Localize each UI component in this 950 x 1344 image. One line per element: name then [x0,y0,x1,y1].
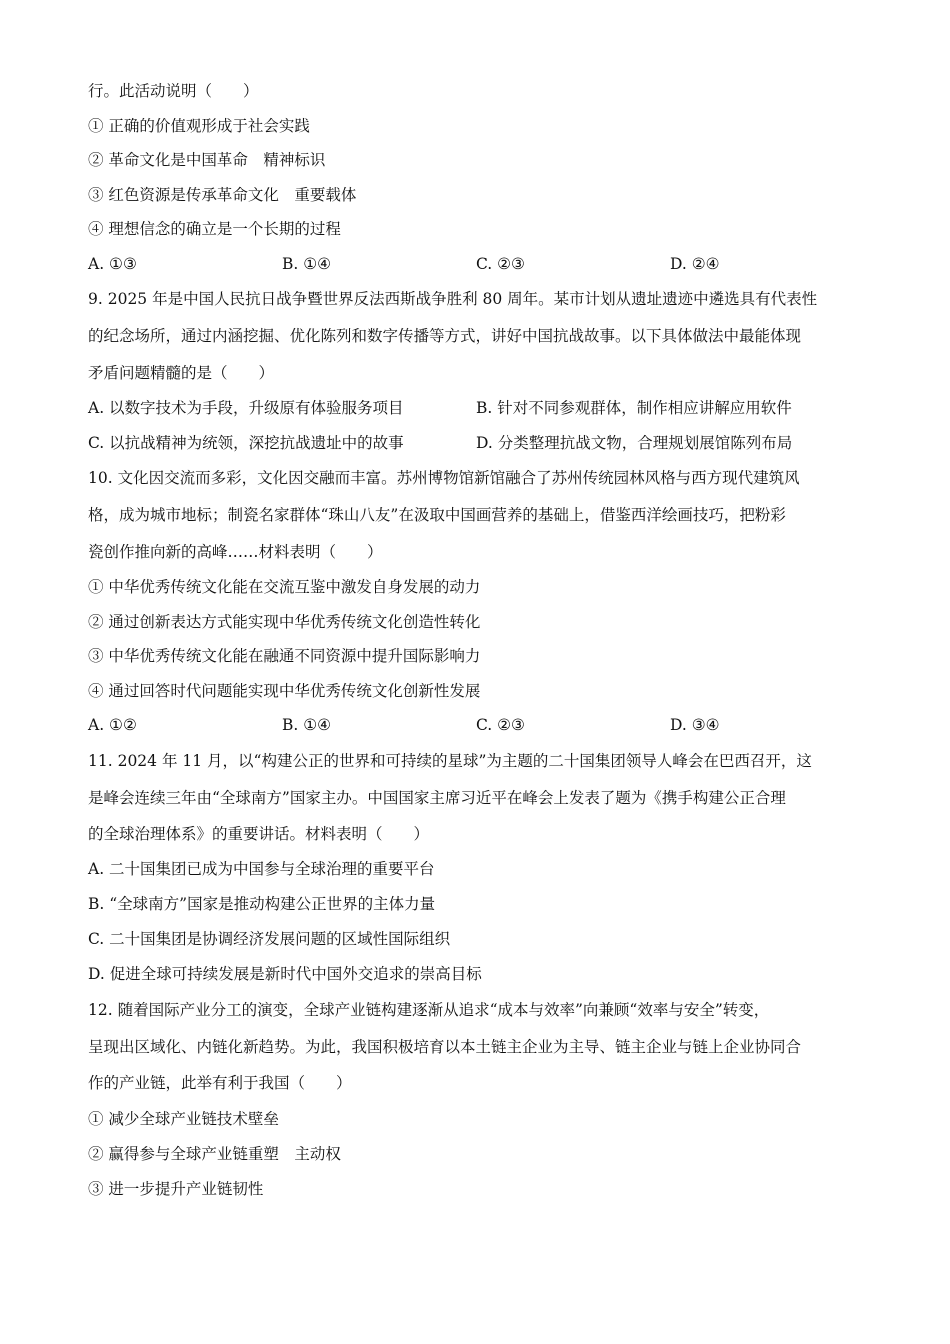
q11-option-d: D. 促进全球可持续发展是新时代中国外交追求的崇高目标 [88,965,482,983]
q11-stem-line-3: 的全球治理体系》的重要讲话。材料表明（ ） [88,825,430,843]
q8-option-d: D. ②④ [670,255,720,273]
q9-option-b: B. 针对不同参观群体，制作相应讲解应用软件 [476,399,792,417]
q10-statement-1: ① 中华优秀传统文化能在交流互鉴中激发自身发展的动力 [88,578,481,596]
q11-stem-line-1: 11. 2024 年 11 月，以“构建公正的世界和可持续的星球”为主题的二十国集团领导人峰会在巴西召开，这 [88,752,812,770]
q9-option-d: D. 分类整理抗战文物，合理规划展馆陈列布局 [476,434,793,452]
q8-statement-2: ② 革命文化是中国革命 精神标识 [88,151,326,169]
q12-statement-3: ③ 进一步提升产业链韧性 [88,1180,264,1198]
q12-statement-1: ① 减少全球产业链技术壁垒 [88,1110,279,1128]
q10-statement-3: ③ 中华优秀传统文化能在融通不同资源中提升国际影响力 [88,647,481,665]
q10-option-d: D. ③④ [670,716,720,734]
q11-option-c: C. 二十国集团是协调经济发展问题的区域性国际组织 [88,930,451,948]
q9-stem-line-1: 9. 2025 年是中国人民抗日战争暨世界反法西斯战争胜利 80 周年。某市计划从遗址遗迹中遴选具有代表性 [88,290,818,308]
q8-option-a: A. ①③ [88,255,137,273]
q8-option-b: B. ①④ [282,255,332,273]
q9-option-c: C. 以抗战精神为统领，深挖抗战遗址中的故事 [88,434,404,452]
q10-statement-4: ④ 通过回答时代问题能实现中华优秀传统文化创新性发展 [88,682,481,700]
q10-option-b: B. ①④ [282,716,332,734]
q12-stem-line-1: 12. 随着国际产业分工的演变，全球产业链构建逐渐从追求“成本与效率”向兼顾“效率与安全”转变， [88,1001,770,1019]
q10-stem-line-1: 10. 文化因交流而多彩，文化因交融而丰富。苏州博物馆新馆融合了苏州传统园林风格与西方现代建筑风 [88,469,800,487]
q10-option-c: C. ②③ [476,716,525,734]
q8-statement-1: ① 正确的价值观形成于社会实践 [88,117,310,135]
q9-stem-line-2: 的纪念场所，通过内涵挖掘、优化陈列和数字传播等方式，讲好中国抗战故事。以下具体做法中最能体现 [88,327,802,345]
q12-stem-line-2: 呈现出区域化、内链化新趋势。为此，我国积极培育以本土链主企业为主导、链主企业与链上企业协同合 [88,1038,802,1056]
q9-stem-line-3: 矛盾问题精髓的是（ ） [88,364,275,382]
q10-option-a: A. ①② [88,716,137,734]
q10-stem-line-3: 瓷创作推向新的高峰……材料表明（ ） [88,543,383,561]
q8-statement-4: ④ 理想信念的确立是一个长期的过程 [88,220,341,238]
q8-statement-3: ③ 红色资源是传承革命文化 重要载体 [88,186,357,204]
q12-statement-2: ② 赢得参与全球产业链重塑 主动权 [88,1145,341,1163]
q12-stem-line-3: 作的产业链，此举有利于我国（ ） [88,1074,352,1092]
q11-option-b: B. “全球南方”国家是推动构建公正世界的主体力量 [88,895,436,913]
q11-option-a: A. 二十国集团已成为中国参与全球治理的重要平台 [88,860,435,878]
q8-option-c: C. ②③ [476,255,525,273]
q10-stem-line-2: 格，成为城市地标；制瓷名家群体“珠山八友”在汲取中国画营养的基础上，借鉴西洋绘画技巧，把粉彩 [88,506,786,524]
q11-stem-line-2: 是峰会连续三年由“全球南方”国家主办。中国国家主席习近平在峰会上发表了题为《携手构建公正合理 [88,789,786,807]
q8-stem-end: 行。此活动说明（ ） [88,82,259,100]
q9-option-a: A. 以数字技术为手段，升级原有体验服务项目 [88,399,404,417]
q10-statement-2: ② 通过创新表达方式能实现中华优秀传统文化创造性转化 [88,613,481,631]
